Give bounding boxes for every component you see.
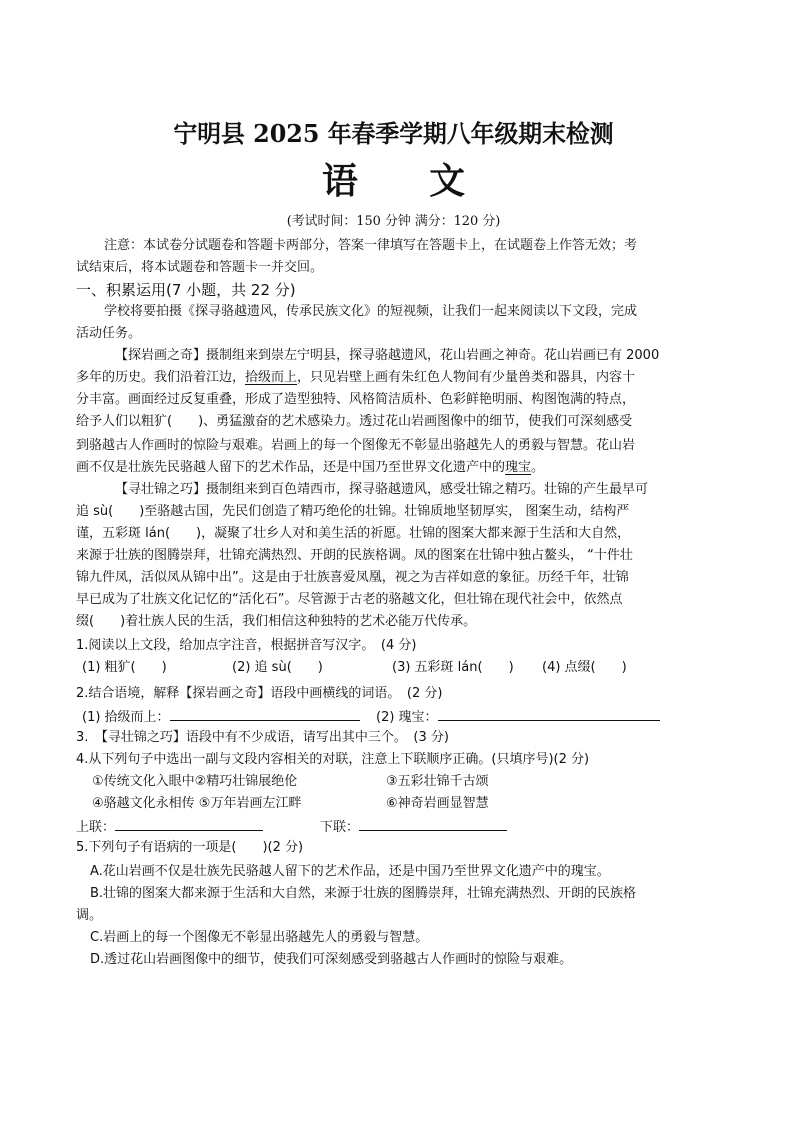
- para2-line-2: 追 sù( )至骆越古国，先民们创造了精巧绝伦的壮锦。壮锦质地坚韧厚实， 图案生动，结构严: [76, 504, 630, 519]
- q4-upper-couplet: 上联：: [76, 816, 263, 838]
- q4-lower-couplet: 下联：: [320, 816, 507, 838]
- upper-couplet-blank[interactable]: [115, 816, 263, 831]
- q4-option-3: ③五彩壮锦千古颂: [386, 774, 489, 789]
- subject-title: 语 文: [322, 160, 465, 202]
- q5-option-c: C.岩画上的每一个图像无不彰显出骆越先人的勇毅与智慧。: [90, 930, 429, 945]
- exam-title: 宁明县 2025 年春季学期八年级期末检测: [173, 119, 614, 148]
- underlined-term-guibao: 瑰宝: [505, 460, 532, 475]
- para1-line-2: 多年的历史。我们沿着江边，拾级而上，只见岩壁上画有朱红色人物间有少量兽类和器具，内容十: [76, 370, 636, 385]
- para1-line-4: 给予人们以粗犷( )、勇猛激奋的艺术感染力。透过花山岩画图像中的细节，使我们可深刻感受: [76, 414, 633, 429]
- q4-option-4-5: ④骆越文化永相传 ⑤万年岩画左江畔: [92, 796, 302, 811]
- q1-item-2: (2) 追 sù( ): [232, 660, 323, 675]
- para1-line-1: 【探岩画之奇】摄制组来到崇左宁明县，探寻骆越遗风，花山岩画之神奇。花山岩画已有 2000: [115, 348, 660, 363]
- para2-line-6: 早已成为了壮族文化记忆的“活化石”。尽管源于古老的骆越文化，但壮锦在现代社会中，依然点: [76, 592, 623, 607]
- para1-line-6: 画不仅是壮族先民骆越人留下的艺术作品，还是中国乃至世界文化遗产中的瑰宝。: [76, 460, 545, 475]
- q2-item-1: (1) 拾级而上：: [82, 706, 360, 728]
- para2-line-4: 来源于壮族的图腾崇拜，壮锦充满热烈、开朗的民族格调。凤的图案在壮锦中独占鳌头， “十件壮: [76, 548, 633, 563]
- q1-item-3: (3) 五彩斑 lán( ): [392, 660, 514, 675]
- q2-item-2: (2) 瑰宝：: [376, 706, 660, 728]
- para2-line-1: 【寻壮锦之巧】摄制组来到百色靖西市，探寻骆越遗风，感受壮锦之精巧。壮锦的产生最早可: [115, 482, 649, 497]
- q5-option-a: A.花山岩画不仅是壮族先民骆越人留下的艺术作品，还是中国乃至世界文化遗产中的瑰宝。: [90, 864, 610, 879]
- notice-line-2: 试结束后，将本试题卷和答题卡一并交回。: [76, 260, 324, 275]
- q4-option-6: ⑥神奇岩画显智慧: [386, 796, 489, 811]
- q1-item-1: (1) 粗犷( ): [82, 660, 167, 675]
- underlined-term-shijierhshang: 拾级而上: [245, 370, 298, 385]
- intro-line-2: 活动任务。: [76, 326, 142, 341]
- q3-stem: 3. 【寻壮锦之巧】语段中有不少成语，请写出其中三个。 (3 分): [76, 730, 449, 745]
- section-heading: 一、积累运用(7 小题，共 22 分): [76, 281, 296, 299]
- q5-option-b-line-1: B.壮锦的图案大都来源于生活和大自然，来源于壮族的图腾崇拜，壮锦充满热烈、开朗的民族格: [90, 886, 637, 901]
- q4-stem: 4.从下列句子中选出一副与文段内容相关的对联，注意上下联顺序正确。(只填序号)(2 分): [76, 752, 590, 767]
- lower-couplet-blank[interactable]: [359, 816, 507, 831]
- para2-line-5: 锦九件凤，活似凤从锦中出”。这是由于壮族喜爱凤凰，视之为吉祥如意的象征。历经千年，壮锦: [76, 570, 629, 585]
- para1-line-3: 分丰富。画面经过反复重叠，形成了造型独特、风格简洁质朴、色彩鲜艳明丽、构图饱满的特点，: [76, 392, 636, 407]
- q4-option-1-2: ①传统文化入眼中②精巧壮锦展绝伦: [92, 774, 298, 789]
- q5-option-b-line-2: 调。: [76, 908, 103, 923]
- para1-line-5: 到骆越古人作画时的惊险与艰难。岩画上的每一个图像无不彰显出骆越先人的勇毅与智慧。花山岩: [76, 438, 636, 453]
- para2-line-7: 缀( )着壮族人民的生活，我们相信这种独特的艺术必能万代传承。: [76, 614, 477, 629]
- q1-item-4: (4) 点缀( ): [542, 660, 627, 675]
- q2-answer-blank-1[interactable]: [170, 706, 360, 721]
- q2-stem: 2.结合语境，解释【探岩画之奇】语段中画横线的词语。 (2 分): [76, 686, 443, 701]
- notice-line-1: 注意：本试卷分试题卷和答题卡两部分，答案一律填写在答题卡上，在试题卷上作答无效；考: [104, 238, 638, 253]
- exam-info: (考试时间：150 分钟 满分：120 分): [286, 214, 501, 229]
- para2-line-3: 谨，五彩斑 lán( )，凝聚了壮乡人对和美生活的祈愿。壮锦的图案大都来源于生活和大自然，: [76, 526, 631, 541]
- q2-answer-blank-2[interactable]: [438, 706, 660, 721]
- q5-stem: 5.下列句子有语病的一项是( )(2 分): [76, 840, 304, 855]
- q1-stem: 1.阅读以上文段，给加点字注音，根据拼音写汉字。 (4 分): [76, 638, 417, 653]
- intro-line-1: 学校将要拍摄《探寻骆越遗风，传承民族文化》的短视频，让我们一起来阅读以下文段，完成: [104, 304, 638, 319]
- q5-option-d: D.透过花山岩画图像中的细节，使我们可深刻感受到骆越古人作画时的惊险与艰难。: [90, 952, 573, 967]
